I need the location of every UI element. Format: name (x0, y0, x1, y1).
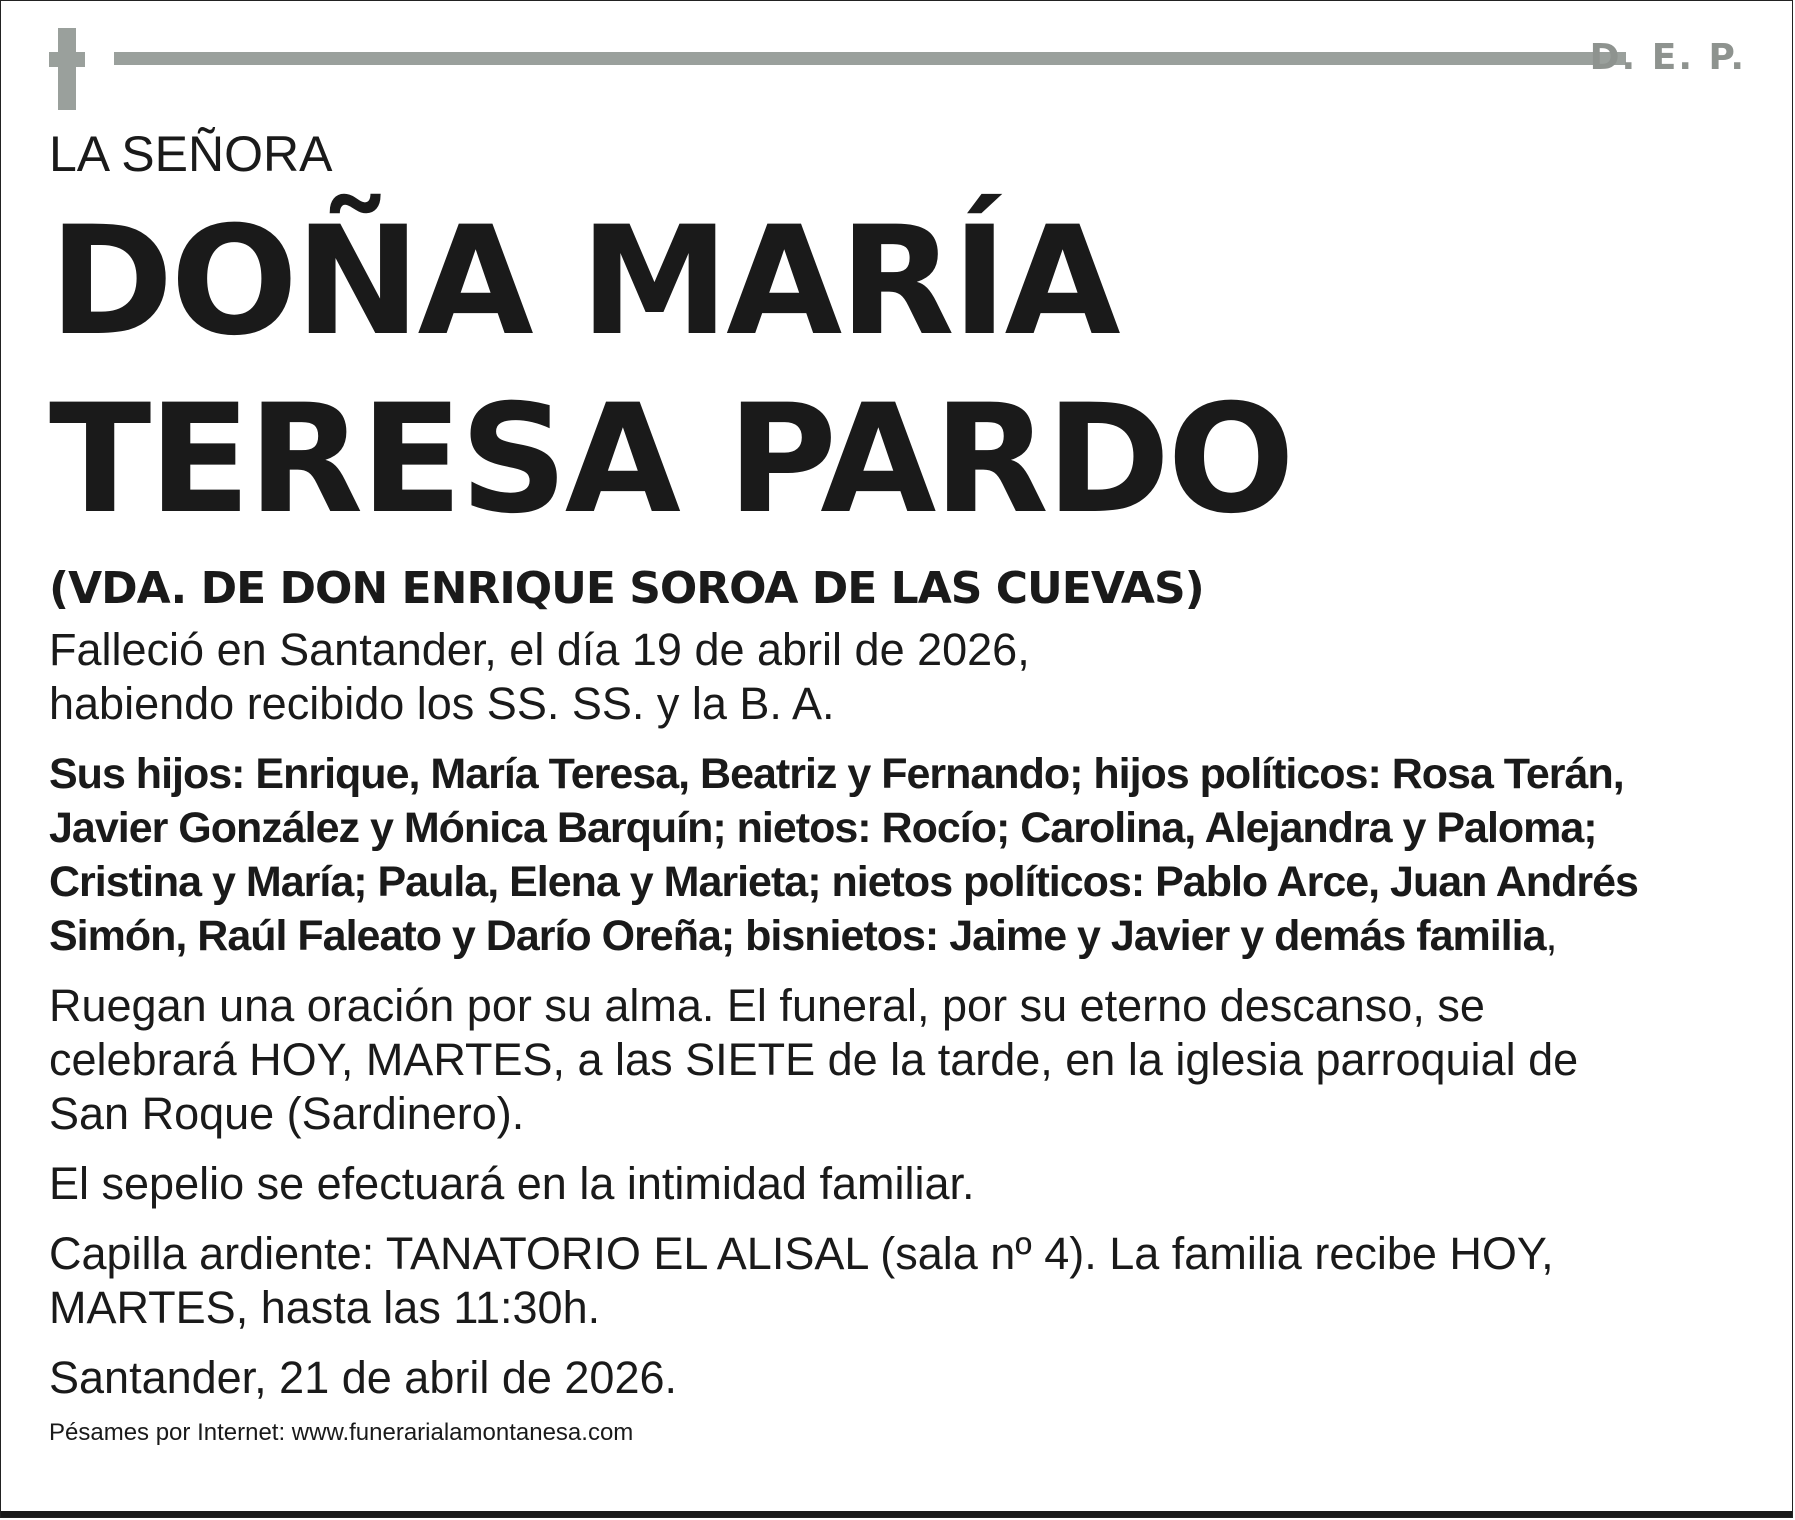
funeral-line-1: Ruegan una oración por su alma. El funeral, por su eterno descanso, se (49, 980, 1485, 1032)
honorific: LA SEÑORA (49, 126, 333, 182)
family-line-4-wrap (49, 909, 1749, 963)
bottom-border (1, 1511, 1792, 1517)
header-rule (114, 52, 1626, 65)
funeral-info (49, 979, 1749, 1141)
widow-of: (VDA. DE DON ENRIQUE SOROA DE LAS CUEVAS) (49, 563, 1204, 614)
name-line-2: TERESA PARDO (49, 373, 1292, 547)
notice-body (49, 126, 1749, 1448)
latin-cross-icon (49, 28, 85, 110)
family-line-1: Sus hijos: Enrique, María Teresa, Beatriz y Fernando; hijos políticos: Rosa Terán, (49, 750, 1624, 799)
chapel-line-1: Capilla ardiente: TANATORIO EL ALISAL (sala nº 4). La familia recibe HOY, (49, 1228, 1554, 1280)
death-line-2: habiendo recibido los SS. SS. y la B. A. (49, 678, 835, 730)
funeral-line-3: San Roque (Sardinero). (49, 1088, 525, 1140)
place-date: Santander, 21 de abril de 2026. (49, 1352, 678, 1404)
family-line-3: Cristina y María; Paula, Elena y Marieta; nietos políticos: Pablo Arce, Juan Andrés (49, 858, 1638, 907)
death-statement (49, 623, 1749, 731)
burial-info: El sepelio se efectuará en la intimidad familiar. (49, 1158, 975, 1210)
dep-label: D. E. P. (1589, 37, 1746, 78)
deceased-name (49, 193, 1749, 549)
death-line-1: Falleció en Santander, el día 19 de abril de 2026, (49, 624, 1030, 676)
funeral-line-2: celebrará HOY, MARTES, a las SIETE de la tarde, en la iglesia parroquial de (49, 1034, 1579, 1086)
family-line-4: Simón, Raúl Faleato y Darío Oreña; bisnietos: Jaime y Javier y demás familia (49, 912, 1546, 961)
chapel-info (49, 1227, 1749, 1335)
chapel-line-2: MARTES, hasta las 11:30h. (49, 1282, 601, 1334)
family-trail: , (1545, 912, 1557, 961)
name-line-1: DOÑA MARÍA (49, 195, 1118, 369)
family-list (49, 747, 1749, 963)
condolences-link: Pésames por Internet: www.funerarialamontanesa.com (49, 1419, 634, 1447)
family-line-2: Javier González y Mónica Barquín; nietos: Rocío; Carolina, Alejandra y Paloma; (49, 804, 1597, 853)
